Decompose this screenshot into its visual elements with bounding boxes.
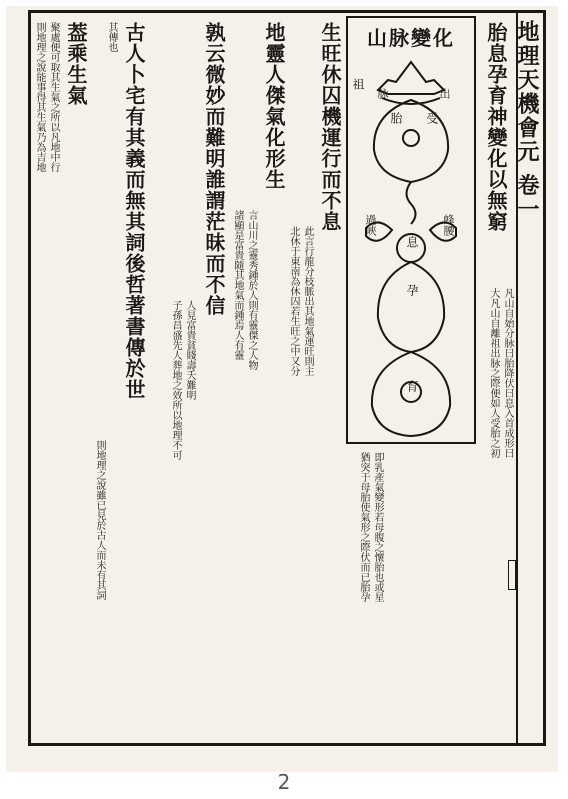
diagram-label-exit: 出 xyxy=(438,88,451,99)
text-column-17: 則地理之說雖已見於古人而未有其詞 xyxy=(94,440,105,600)
text-column-2: 凡山自始分脉曰胎降伏曰息入首成形曰 xyxy=(502,288,513,458)
text-column-13: 人見富貴貧賤壽夭難明 xyxy=(184,300,195,400)
text-column-14: 子孫昌盛先人葬地之效所以地理不可 xyxy=(170,300,181,460)
text-column-11: 諸顯是富貴隨其地氣而鍾焉人有靈 xyxy=(232,210,243,360)
text-column-19: 聚處便可取其生氣之所以凡地中行 xyxy=(48,22,59,172)
text-column-12: 孰云微妙而難明誰謂茫昧而不信 xyxy=(202,22,226,316)
diagram-label-vein: 脉 xyxy=(376,88,389,99)
text-column-3: 大凡山自離祖出脉之際便如人受胎之初 xyxy=(488,288,499,458)
text-column-5: 猶突于母胎使氣形之際伏而已胎孕 xyxy=(358,452,369,602)
text-column-10: 言山川之靈秀鍾於人則有靈傑之人物 xyxy=(246,210,257,370)
diagram-label-feng-yao: 蜂腰 xyxy=(442,214,455,236)
text-column-20: 則地理之說能事得其生氣乃為吉地 xyxy=(34,22,45,172)
diagram-label-yu: 育 xyxy=(405,380,419,392)
text-column-18: 葢乘生氣 xyxy=(64,22,88,106)
diagram-label-tai: 胎 xyxy=(389,112,403,124)
tai-inner-circle xyxy=(403,130,419,146)
diagram-label-shou: 受 xyxy=(425,112,439,124)
text-column-16: 其傳也 xyxy=(106,22,117,52)
diagram-label-xi: 息 xyxy=(405,236,419,248)
edge-marker xyxy=(508,560,516,590)
page-number: 2 xyxy=(277,770,291,794)
shou-tail xyxy=(407,182,416,224)
diagram-label-ancestor: 祖 xyxy=(351,78,365,90)
text-column-6: 生旺休囚機運行而不息 xyxy=(318,22,342,232)
text-column-7: 此言行龍分枝脈出其地氣運旺則主 xyxy=(302,226,313,376)
diagram-label-yun: 孕 xyxy=(405,284,419,296)
text-column-4: 即乳產氣變形若母腹之懷胎也或星 xyxy=(372,452,383,602)
text-column-8: 北休于東南為休囚若生旺之中又分 xyxy=(288,226,299,376)
yun-upper xyxy=(378,262,444,352)
book-title: 地理天機會元 卷一 xyxy=(514,20,540,222)
text-column-9: 地靈人傑氣化形生 xyxy=(262,22,286,190)
diagram-title: 山脉變化 xyxy=(367,26,455,50)
yu-lower xyxy=(372,352,450,436)
diagram-label-guo-xia: 過峽 xyxy=(364,214,377,236)
text-column-1: 胎息孕育神變化以無窮 xyxy=(484,22,508,232)
text-column-15: 古人卜宅有其義而無其詞後哲著書傳於世 xyxy=(122,22,146,400)
